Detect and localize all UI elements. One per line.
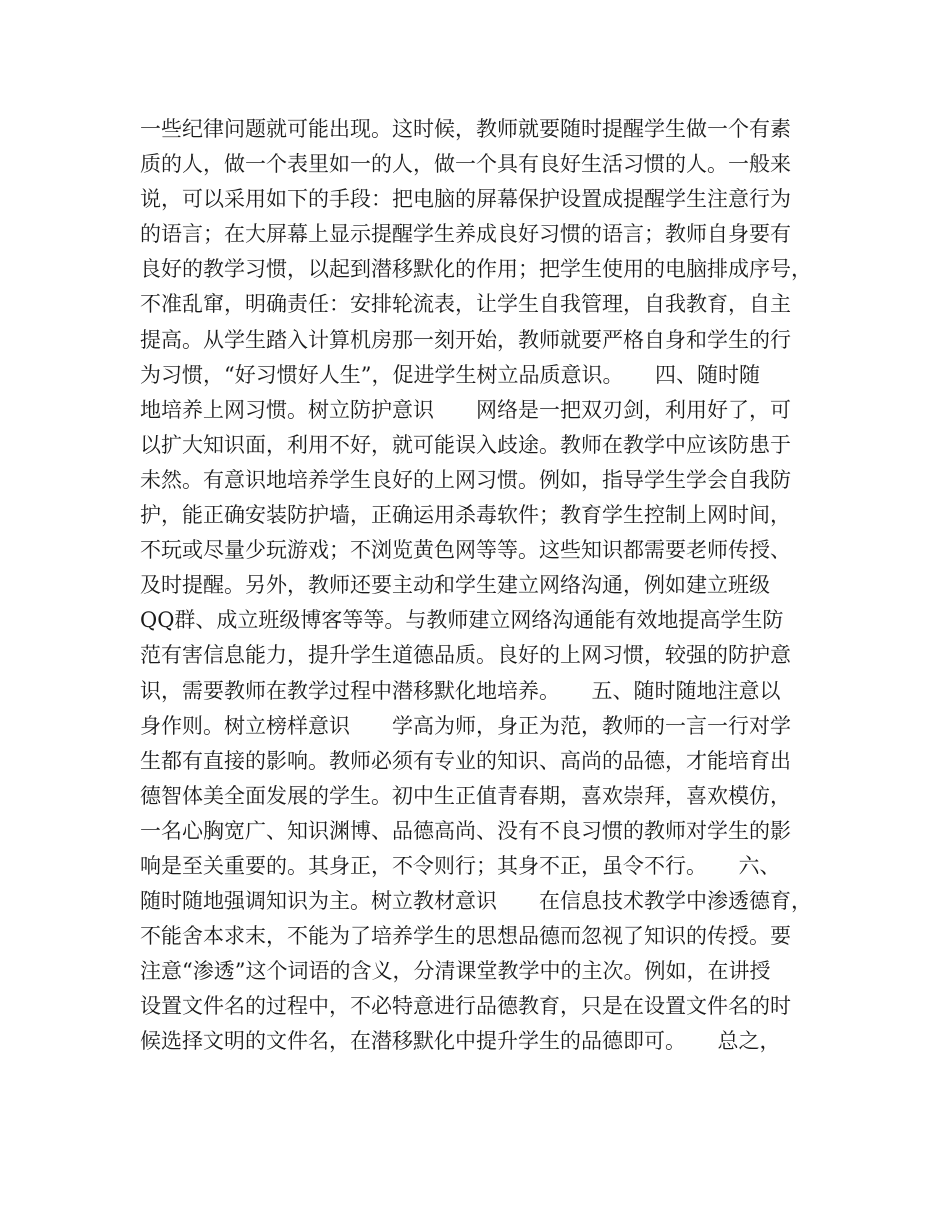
text-line: 德智体美全面发展的学生。初中生正值青春期，喜欢崇拜，喜欢模仿， — [140, 783, 791, 808]
text-line: 不玩或尽量少玩游戏；不浏览黄色网等等。这些知识都需要老师传授、 — [140, 538, 791, 563]
text-line: 生都有直接的影响。教师必须有专业的知识、高尚的品德，才能培育出 — [140, 748, 791, 773]
text-line: 一些纪律问题就可能出现。这时候，教师就要随时提醒学生做一个有素 — [140, 117, 791, 141]
text-line: 范有害信息能力，提升学生道德品质。良好的上网习惯，较强的防护意 — [140, 643, 791, 668]
text-line: 说，可以采用如下的手段：把电脑的屏幕保护设置成提醒学生注意行为 — [140, 187, 791, 212]
text-line: 候选择文明的文件名，在潜移默化中提升学生的品德即可。 总之， — [140, 1029, 781, 1054]
text-line: 未然。有意识地培养学生良好的上网习惯。例如，指导学生学会自我防 — [140, 467, 791, 492]
text-line: 为习惯，“好习惯好人生”，促进学生树立品质意识。 四、随时随 — [140, 362, 760, 387]
text-line: 不能舍本求末，不能为了培养学生的思想品德而忽视了知识的传授。要 — [140, 924, 791, 949]
body-text — [140, 112, 830, 1060]
text-line: 识，需要教师在教学过程中潜移默化地培养。 五、随时随地注意以 — [140, 678, 781, 703]
text-line: 身作则。树立榜样意识 学高为师，身正为范，教师的一言一行对学 — [140, 713, 791, 738]
text-line: 良好的教学习惯，以起到潜移默化的作用；把学生使用的电脑排成序号， — [140, 257, 812, 282]
text-line: 的语言；在大屏幕上显示提醒学生养成良好习惯的语言；教师自身要有 — [140, 222, 791, 247]
text-line: 及时提醒。另外，教师还要主动和学生建立网络沟通，例如建立班级 — [140, 573, 770, 598]
text-line: 设置文件名的过程中，不必特意进行品德教育，只是在设置文件名的时 — [140, 994, 791, 1019]
text-line: 地培养上网习惯。树立防护意识 网络是一把双刃剑，利用好了，可 — [140, 397, 791, 422]
text-line: 响是至关重要的。其身正，不令则行；其身不正，虽令不行。 六、 — [140, 853, 781, 878]
text-line: 注意“渗透”这个词语的含义，分清课堂教学中的主次。例如，在讲授 — [140, 959, 771, 984]
text-line: 护，能正确安装防护墙，正确运用杀毒软件；教育学生控制上网时间， — [140, 503, 791, 528]
text-line: 随时随地强调知识为主。树立教材意识 在信息技术教学中渗透德育， — [140, 889, 812, 914]
text-line: 一名心胸宽广、知识渊博、品德高尚、没有不良习惯的教师对学生的影 — [140, 818, 791, 843]
text-line: 质的人，做一个表里如一的人，做一个具有良好生活习惯的人。一般来 — [140, 152, 791, 177]
text-line: 不准乱窜，明确责任：安排轮流表，让学生自我管理，自我教育，自主 — [140, 292, 791, 317]
text-line: 以扩大知识面，利用不好，就可能误入歧途。教师在教学中应该防患于 — [140, 432, 791, 457]
text-line: 提高。从学生踏入计算机房那一刻开始，教师就要严格自身和学生的行 — [140, 327, 791, 352]
text-line: QQ群、成立班级博客等等。与教师建立网络沟通能有效地提高学生防 — [140, 608, 784, 633]
